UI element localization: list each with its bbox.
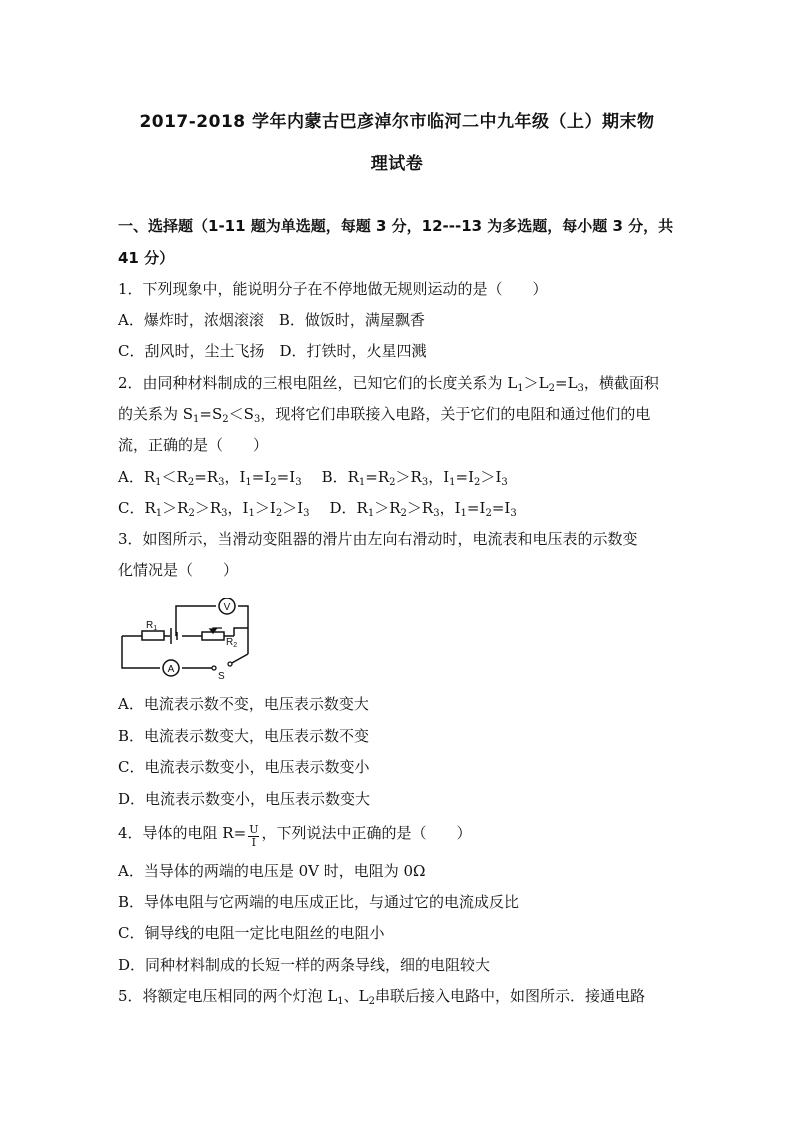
circuit-diagram xyxy=(118,598,250,680)
question-1-stem: 1．下列现象中，能说明分子在不停地做无规则运动的是（ ） xyxy=(118,280,548,298)
question-2-stem-line-2: 的关系为 $S_1=S_2<S_3$，现将它们串联接入电路，关于它们的电阻和通过他们的电 xyxy=(118,405,651,425)
question-1-options-cd: C．刮风时，尘土飞扬 D．打铁时，火星四溅 xyxy=(118,342,427,360)
fraction-u-over-i: $\frac{U}{I}$ xyxy=(249,823,259,849)
exam-title-line-1: 2017-2018 学年内蒙古巴彦淖尔市临河二中九年级（上）期末物 xyxy=(139,112,655,132)
question-4-option-c: C．铜导线的电阻一定比电阻丝的电阻小 xyxy=(118,924,385,942)
r2-label: $R_2$ xyxy=(226,637,238,649)
question-2-options-ab: A．$R_1<R_2=R_3$，$I_1=I_2=I_3$ B．$R_1=R_2>R_3$，$I_1=I_2>I_3$ xyxy=(118,468,508,488)
question-2-options-cd: C．$R_1>R_2>R_3$，$I_1>I_2>I_3$ D．$R_1>R_2>R_3$，$I_1=I_2=I_3$ xyxy=(118,499,517,519)
question-3-option-a: A．电流表示数不变，电压表示数变大 xyxy=(118,695,369,713)
question-3-option-d: D．电流表示数变小，电压表示数变大 xyxy=(118,790,371,808)
question-3-stem-line-2: 化情况是（ ） xyxy=(118,561,239,579)
question-1-options-ab: A．爆炸时，浓烟滚滚 B．做饭时，满屋飘香 xyxy=(118,311,425,329)
question-3-stem-line-1: 3．如图所示，当滑动变阻器的滑片由左向右滑动时，电流表和电压表的示数变 xyxy=(118,530,638,548)
resistor-r1 xyxy=(142,631,164,640)
exam-title-line-2: 理试卷 xyxy=(370,154,424,174)
section-header-line-1: 一、选择题（1-11 题为单选题，每题 3 分，12---13 为多选题，每小题 3 分，共 xyxy=(118,217,674,235)
question-4-stem: 4．导体的电阻 R= $\frac{U}{I}$ ，下列说法中正确的是（ ） xyxy=(118,823,472,849)
switch-label: S xyxy=(218,671,225,680)
switch-icon xyxy=(212,662,232,670)
question-5-stem: 5．将额定电压相同的两个灯泡 $L_1$、$L_2$串联后接入电路中，如图所示．接通电路 xyxy=(118,987,646,1007)
question-3-option-b: B．电流表示数变大，电压表示数不变 xyxy=(118,727,370,745)
question-4-option-b: B．导体电阻与它两端的电压成正比，与通过它的电流成反比 xyxy=(118,893,520,911)
question-2-stem-line-1: 2．由同种材料制成的三根电阻丝，已知它们的长度关系为 $L_1>L_2=L_3$，横截面积 xyxy=(118,374,659,394)
section-header-line-2: 41 分） xyxy=(118,249,175,267)
question-2-stem-line-3: 流，正确的是（ ） xyxy=(118,436,269,454)
voltmeter-label: V xyxy=(223,602,231,613)
question-3-option-c: C．电流表示数变小，电压表示数变小 xyxy=(118,758,370,776)
r1-label: $R_1$ xyxy=(146,620,158,632)
question-4-option-d: D．同种材料制成的长短一样的两条导线，细的电阻较大 xyxy=(118,956,491,974)
ammeter-label: A xyxy=(167,664,175,675)
question-4-option-a: A．当导体的两端的电压是 0V 时，电阻为 0Ω xyxy=(118,862,426,880)
